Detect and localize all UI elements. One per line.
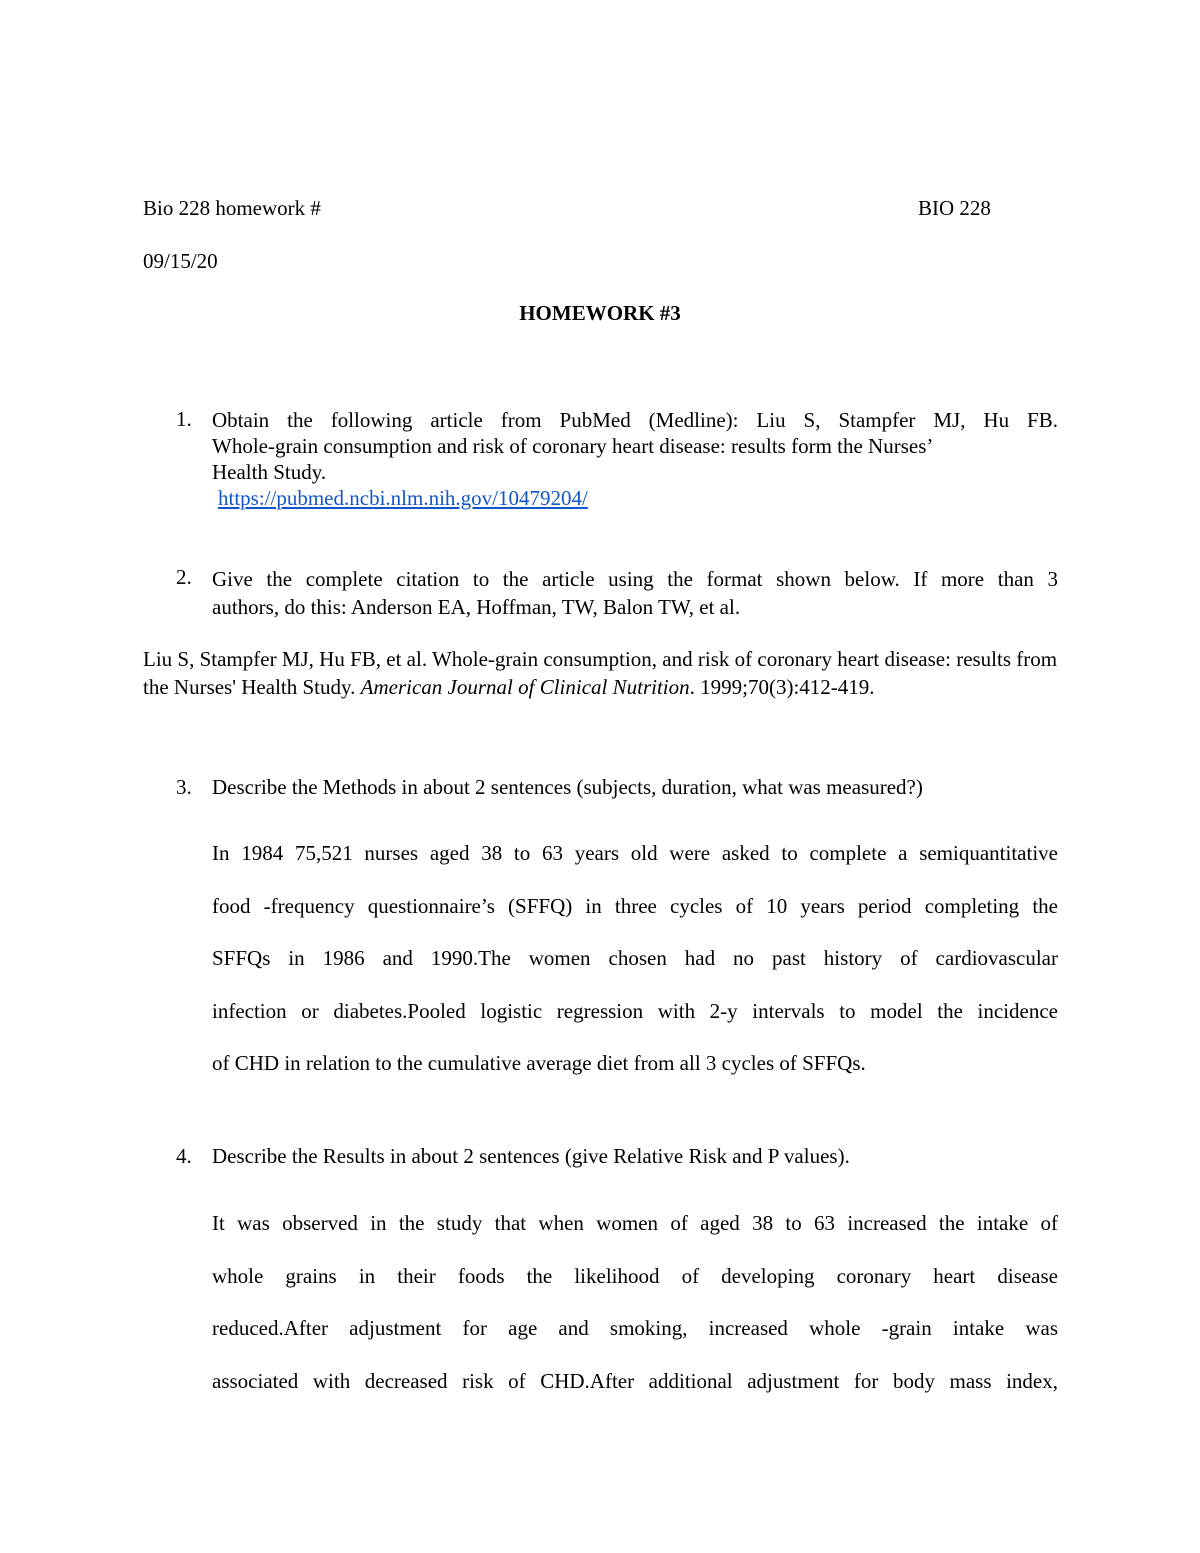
answer-line: SFFQs in 1986 and 1990.The women chosen had no past history of cardiovascular: [212, 946, 1058, 970]
question-1-number: 1.: [176, 407, 192, 431]
citation-journal: American Journal of Clinical Nutrition: [360, 675, 690, 699]
question-4-number: 4.: [176, 1144, 192, 1168]
question-1-line: Obtain the following article from PubMed (Medline): Liu S, Stampfer MJ, Hu FB.: [212, 408, 1058, 432]
article-citation: [143, 645, 1058, 701]
document-date: 09/15/20: [143, 249, 218, 273]
pubmed-link[interactable]: https://pubmed.ncbi.nlm.nih.gov/10479204/: [218, 486, 588, 510]
question-4-prompt: Describe the Results in about 2 sentences (give Relative Risk and P values).: [212, 1144, 850, 1168]
answer-line: food -frequency questionnaire’s (SFFQ) in three cycles of 10 years period completing the: [212, 893, 1058, 918]
answer-line: infection or diabetes.Pooled logistic regression with 2-y intervals to model the incidence: [212, 998, 1058, 1023]
answer-line: associated with decreased risk of CHD.After additional adjustment for body mass index,: [212, 1368, 1058, 1393]
question-3-number: 3.: [176, 775, 192, 799]
question-3-answer: [212, 827, 1058, 1090]
question-2-line: authors, do this: Anderson EA, Hoffman, TW, Balon TW, et al.: [212, 595, 741, 619]
answer-line: In 1984 75,521 nurses aged 38 to 63 years old were asked to complete a semiquantitative: [212, 841, 1058, 865]
question-1-text: [212, 407, 1058, 485]
question-1-line: Whole-grain consumption and risk of coronary heart disease: results form the Nurses’: [212, 434, 934, 458]
answer-line: It was observed in the study that when women of aged 38 to 63 increased the intake of: [212, 1211, 1058, 1235]
course-code: BIO 228: [918, 196, 991, 220]
citation-details: . 1999;70(3):412-419.: [689, 675, 875, 699]
course-header: Bio 228 homework #: [143, 196, 321, 220]
answer-line: of CHD in relation to the cumulative average diet from all 3 cycles of SFFQs.: [212, 1051, 866, 1075]
question-2-line: Give the complete citation to the article using the format shown below. If more than 3: [212, 567, 1058, 591]
citation-text: Liu S, Stampfer MJ, Hu FB, et al. Whole-grain consumption, and risk of coronary heart disease: results from the Nurses' Health Study.: [143, 647, 1058, 699]
question-3-prompt: Describe the Methods in about 2 sentences (subjects, duration, what was measured?): [212, 775, 923, 799]
page-title: HOMEWORK #3: [519, 301, 681, 325]
question-2-text: [212, 565, 1058, 621]
answer-line: whole grains in their foods the likelihood of developing coronary heart disease: [212, 1263, 1058, 1288]
question-2-number: 2.: [176, 565, 192, 589]
question-4-answer: [212, 1197, 1058, 1407]
question-1-line: Health Study.: [212, 460, 327, 484]
answer-line: reduced.After adjustment for age and smoking, increased whole -grain intake was: [212, 1316, 1058, 1340]
